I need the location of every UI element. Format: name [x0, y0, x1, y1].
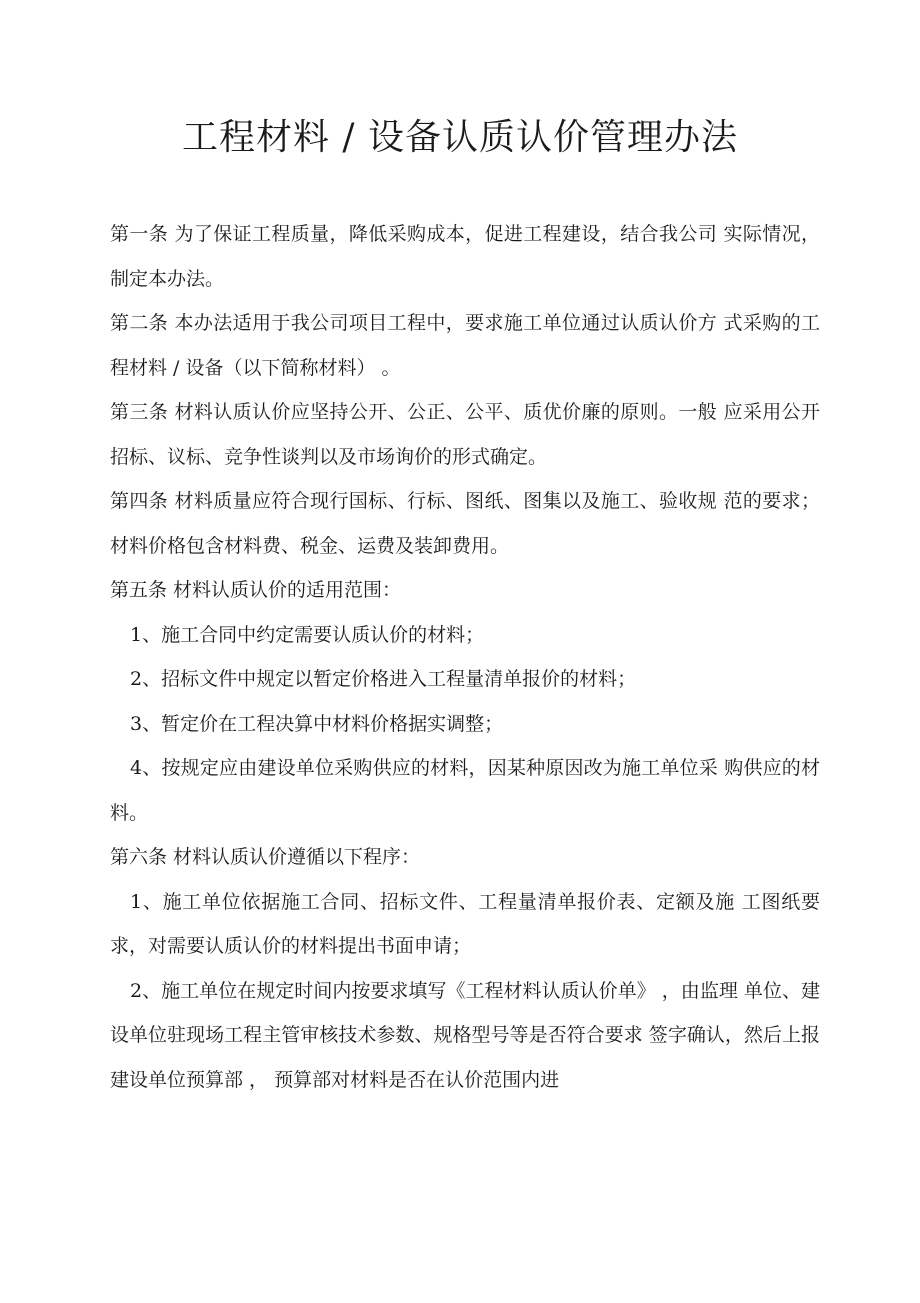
paragraph: 第二条 本办法适用于我公司项目工程中，要求施工单位通过认质认价方 式采购的工程材料 / 设备（以下简称材料） 。	[110, 312, 820, 379]
list-item: 4、按规定应由建设单位采购供应的材料，因某种原因改为施工单位采 购供应的材料。	[110, 757, 820, 824]
document-body	[110, 212, 820, 1102]
paragraph: 第五条 材料认质认价的适用范围：	[110, 579, 402, 601]
list-item: 3、暂定价在工程决算中材料价格据实调整；	[130, 712, 504, 735]
list-item: 2、施工单位在规定时间内按要求填写《工程材料认质认价单》 ，由监理 单位、建设单位驻现场工程主管审核技术参数、规格型号等是否符合要求 签字确认，然后上报建设单位预算部 ， 预算部对材料是否在认价范围内进	[110, 979, 820, 1091]
paragraph: 第四条 材料质量应符合现行国标、行标、图纸、图集以及施工、验收规 范的要求；材料价格包含材料费、税金、运费及装卸费用。	[110, 490, 820, 557]
paragraph: 第一条 为了保证工程质量，降低采购成本，促进工程建设，结合我公司 实际情况，制定本办法。	[110, 223, 820, 290]
list-item: 1、施工合同中约定需要认质认价的材料；	[130, 623, 485, 646]
list-item: 2、招标文件中规定以暂定价格进入工程量清单报价的材料；	[130, 668, 637, 690]
paragraph: 第三条 材料认质认价应坚持公开、公正、公平、质优价廉的原则。一般 应采用公开招标、议标、竞争性谈判以及市场询价的形式确定。	[110, 401, 820, 468]
document-title: 工程材料 / 设备认质认价管理办法	[181, 117, 739, 158]
paragraph: 第六条 材料认质认价遵循以下程序：	[110, 846, 421, 868]
list-item: 1、施工单位依据施工合同、招标文件、工程量清单报价表、定额及施 工图纸要求，对需要认质认价的材料提出书面申请；	[110, 890, 820, 957]
